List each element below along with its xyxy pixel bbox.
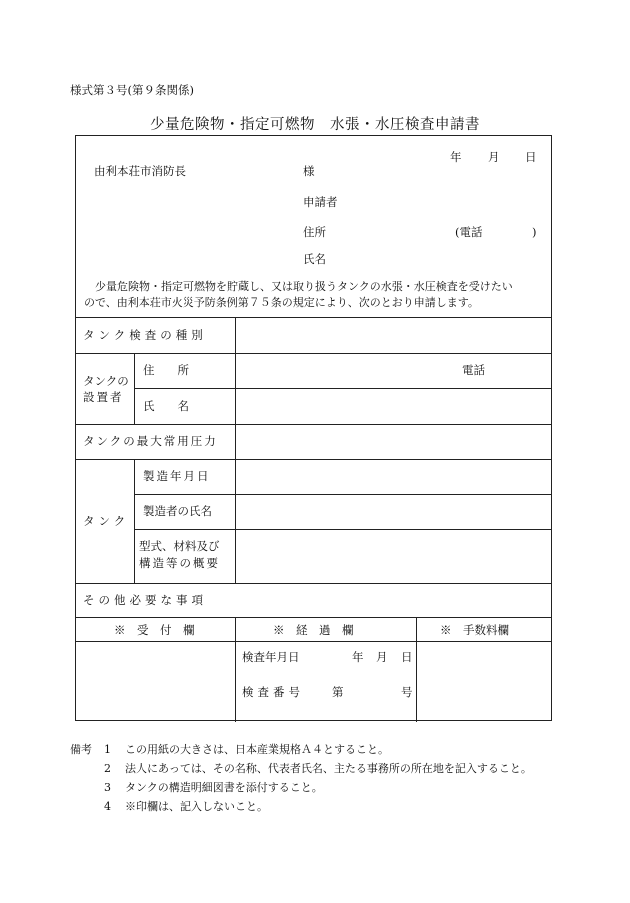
inspection-number-suffix: 号	[401, 685, 413, 699]
applicant-phone: (電話	[455, 225, 483, 239]
inspection-number-prefix: 第	[332, 685, 344, 699]
installer-group-label-2: 設置者	[83, 390, 124, 404]
divider	[134, 353, 135, 424]
installer-name-label: 氏 名	[143, 399, 189, 413]
note-number: 3	[104, 781, 111, 794]
manufacturer-label: 製造者の氏名	[143, 504, 212, 518]
inspection-date-label: 検査年月日	[242, 650, 300, 664]
divider	[235, 317, 236, 583]
note-number: 4	[104, 800, 111, 813]
installer-phone-label: 電話	[462, 363, 485, 377]
divider	[76, 641, 552, 642]
divider	[76, 424, 552, 425]
installer-address-label: 住 所	[143, 363, 189, 377]
divider	[235, 617, 236, 722]
addressee: 由利本荘市消防長	[94, 164, 186, 178]
other-label: その他必要な事項	[83, 593, 207, 607]
divider	[76, 317, 552, 318]
mfg-date-label: 製造年月日	[143, 469, 211, 483]
note-text: タンクの構造明細図書を添付すること。	[125, 781, 323, 794]
applicant-label: 申請者	[303, 195, 338, 209]
note-text: 法人にあっては、その名称、代表者氏名、主たる事務所の所在地を記入すること。	[125, 762, 532, 775]
page-title: 少量危険物・指定可燃物 水張・水圧検査申請書	[150, 117, 480, 133]
divider	[134, 459, 135, 583]
note-number: 2	[104, 762, 111, 775]
progress-header: ※ 経 過 欄	[273, 623, 354, 637]
date-day: 日	[525, 150, 537, 164]
note-number: 1	[104, 743, 111, 756]
note-text: ※印欄は、記入しないこと。	[125, 800, 268, 813]
divider	[134, 494, 552, 495]
inspection-day: 日	[401, 650, 413, 664]
note-text: この用紙の大きさは、日本産業規格Ａ４とすること。	[125, 743, 389, 756]
max-pressure-label: タンクの最大常用圧力	[83, 434, 218, 448]
divider	[134, 388, 552, 389]
honorific: 様	[303, 164, 315, 178]
divider	[76, 617, 552, 618]
statement-line-2: ので、由利本荘市火災予防条例第７５条の規定により、次のとおり申請します。	[84, 296, 479, 309]
divider	[76, 583, 552, 584]
model-label: 型式、材料及び	[139, 539, 220, 553]
reception-header: ※ 受 付 欄	[114, 623, 195, 637]
divider	[416, 617, 417, 722]
form-number: 様式第３号(第９条関係)	[70, 83, 194, 97]
inspection-type-label: タンク検査の種別	[83, 328, 207, 342]
application-form	[75, 135, 552, 721]
fee-header: ※ 手数料欄	[440, 623, 509, 637]
notes-label: 備考	[70, 743, 92, 756]
applicant-name: 氏名	[303, 252, 326, 266]
statement-line-1: 少量危険物・指定可燃物を貯蔵し、又は取り扱うタンクの水張・水圧検査を受けたい	[84, 280, 513, 293]
divider	[76, 353, 552, 354]
applicant-address: 住所	[303, 225, 326, 239]
applicant-phone-close: )	[532, 225, 537, 239]
inspection-year: 年	[352, 650, 364, 664]
tank-group-label: タンク	[83, 514, 130, 528]
divider	[76, 459, 552, 460]
divider	[134, 529, 552, 530]
model-label-2: 構造等の概要	[139, 556, 220, 570]
date-year: 年	[450, 150, 462, 164]
inspection-number-label: 検査番号	[242, 685, 304, 699]
installer-group-label: タンクの	[83, 374, 129, 388]
inspection-month: 月	[376, 650, 388, 664]
date-month: 月	[488, 150, 500, 164]
